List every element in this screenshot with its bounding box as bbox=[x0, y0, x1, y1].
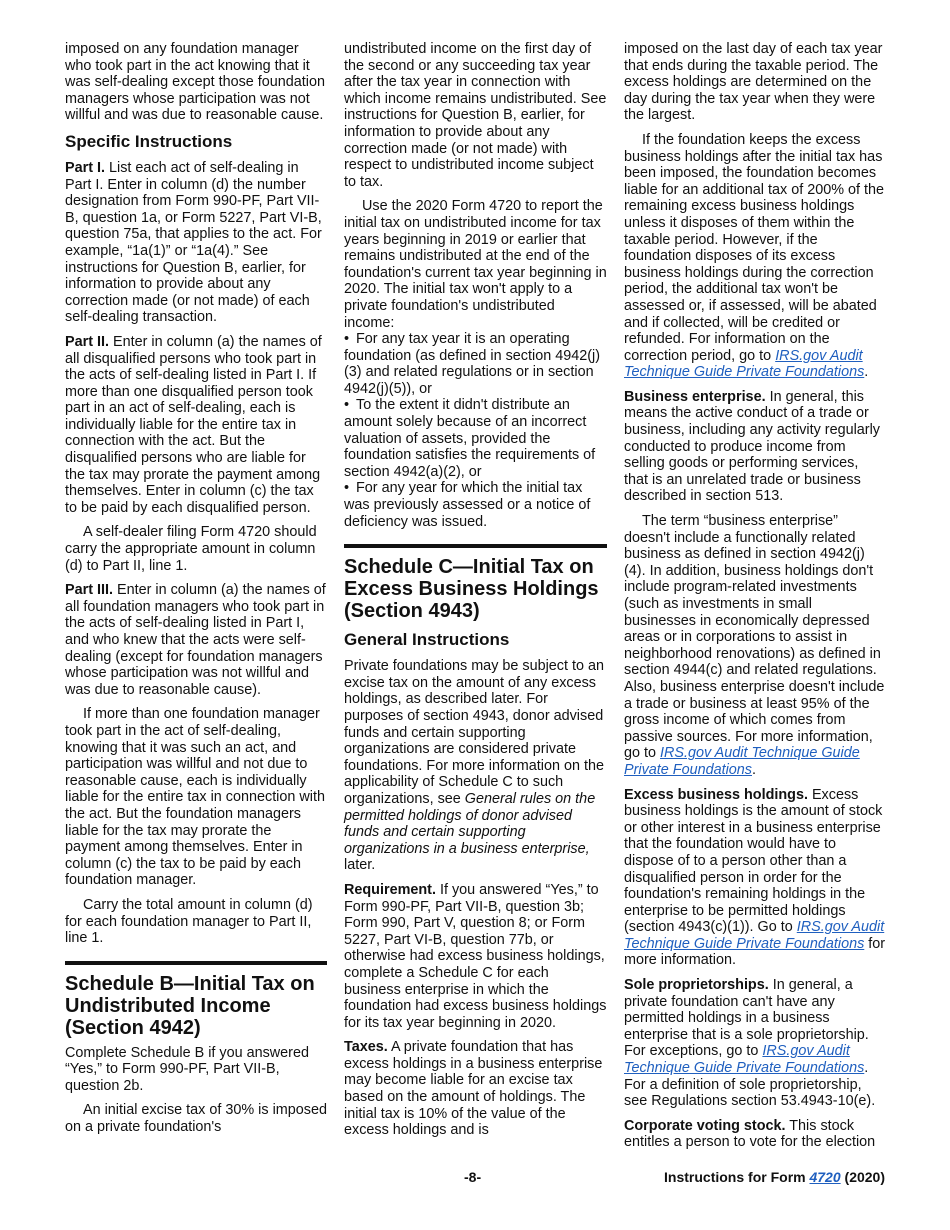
part-3-text: Enter in column (a) the names of all foundation managers who took part in the acts of self-dealing listed in Part I, and who knew that the acts were self-dealing (except for foundation managers whose participation was not willful and was due to reasonable cause). bbox=[65, 582, 326, 698]
page-number: -8- bbox=[464, 1169, 482, 1185]
general-text-end: later. bbox=[344, 857, 376, 874]
business-enterprise-lead: Business enterprise. bbox=[624, 388, 766, 405]
bullet-text: For any year for which the initial tax was previously assessed or a notice of deficiency was issued. bbox=[344, 480, 591, 530]
general-italic-ref: General rules on the permitted holdings of donor advised funds and certain supporting organizations in a business enterprise, bbox=[344, 790, 596, 857]
requirement-lead: Requirement. bbox=[344, 881, 436, 898]
paragraph: Complete Schedule B if you answered “Yes,” to Form 990-PF, Part VII-B, question 2b. bbox=[65, 1044, 309, 1094]
paragraph: An initial excise tax of 30% is imposed on a private foundation's bbox=[65, 1102, 327, 1136]
taxes-text: A private foundation that has excess holdings in a business enterprise may become liable for an excise tax based on the amount of holdings. The initial tax is 10% of the value of the excess holdings and is bbox=[344, 1039, 603, 1139]
bullet-text: For any tax year it is an operating foundation (as defined in section 4942(j)(3) and related regulations or in section 4942(j)(5)), or bbox=[344, 331, 601, 397]
paragraph: undistributed income on the first day of the second or any succeeding tax year after the tax year in connection with which income remains undistributed. See instructions for Question B, earlier, for information to provide about any correction made (or not made) with respect to undistributed income subject to tax. bbox=[344, 41, 607, 190]
irs-audit-guide-link[interactable]: IRS.gov Audit Technique Guide Private Foundations bbox=[624, 347, 865, 381]
paragraph: Use the 2020 Form 4720 to report the initial tax on undistributed income for tax years beginning in 2019 or earlier that remains undistributed at the end of the foundation's current tax year beginning in 2020. The initial tax won't apply to a private foundation's undistributed income: bbox=[344, 198, 607, 331]
irs-audit-guide-link[interactable]: IRS.gov Audit Technique Guide Private Foundations bbox=[624, 919, 885, 952]
section-rule bbox=[344, 544, 607, 548]
paragraph-requirement bbox=[344, 882, 607, 1031]
paragraph: imposed on the last day of each tax year that ends during the taxable period. The excess holdings are determined on the day during the tax year when they were the largest. bbox=[624, 41, 883, 124]
paragraph: Carry the total amount in column (d) for each foundation manager to Part II, line 1. bbox=[65, 896, 313, 947]
bullet-icon: • bbox=[344, 480, 350, 497]
column-3 bbox=[624, 41, 886, 1159]
section-rule bbox=[65, 961, 327, 965]
part-2-lead: Part II. bbox=[65, 333, 109, 350]
irs-audit-guide-link[interactable]: IRS.gov Audit Technique Guide Private Foundations bbox=[624, 1043, 865, 1077]
corporate-voting-stock-lead: Corporate voting stock. bbox=[624, 1117, 786, 1134]
paragraph-business-enterprise bbox=[624, 389, 886, 505]
paragraph: imposed on any foundation manager who took part in the act knowing that it was self-dealing except those foundation managers whose participation was not willful and was due to reasonable cause. bbox=[65, 41, 326, 124]
requirement-text: If you answered “Yes,” to Form 990-PF, Part VII-B, question 3b; Form 990, Part V, question 8; or Form 5227, Part VI-B, question 77b, or otherwise had excess business holdings, complete a Schedule C for each business enterprise in which the foundation had excess business holdings for its tax year beginning in 2020. bbox=[344, 881, 607, 1031]
specific-instructions-heading: Specific Instructions bbox=[65, 131, 233, 151]
footer-prefix: Instructions for Form bbox=[664, 1169, 810, 1185]
paragraph-sole-proprietorships bbox=[624, 977, 886, 1110]
paragraph-part-3 bbox=[65, 582, 327, 698]
bullet-item bbox=[344, 480, 607, 530]
paragraph bbox=[624, 132, 886, 381]
period: . bbox=[864, 364, 869, 381]
paragraph-part-2 bbox=[65, 334, 327, 517]
business-enterprise-text: In general, this means the active conduct of a trade or business, including any activity regularly conducted to produce income from selling goods or performing services, that is an unrelated trade or business described in section 513. bbox=[624, 388, 880, 505]
paragraph-text: The term “business enterprise” doesn't include a functionally related business as defined in section 4942(j)(4). In addition, business holdings don't include program-related investments (such as investments in small businesses in economically depressed areas or in corporations to assist in neighborhood renovations) as defined in section 4944(c) and related regulations. Also, business enterprise doesn't include a trade or business at least 95% of the gross income of which comes from passive sources. For more information, go to bbox=[624, 513, 885, 762]
bullet-text: To the extent it didn't distribute an amount solely because of an incorrect valuation of assets, provided the foundation satisfies the requirements of section 4942(a)(2), or bbox=[344, 397, 596, 480]
form-4720-link[interactable]: 4720 bbox=[809, 1169, 841, 1185]
bullet-item bbox=[344, 331, 607, 397]
paragraph bbox=[624, 513, 886, 779]
irs-audit-guide-link[interactable]: IRS.gov Audit Technique Guide Private Foundations bbox=[624, 745, 860, 778]
paragraph: A self-dealer filing Form 4720 should carry the appropriate amount in column (d) to Part II, line 1. bbox=[65, 524, 317, 574]
paragraph: If more than one foundation manager took part in the act of self-dealing, knowing that it was such an act, and participation was willful and not due to reasonable cause, each is individually liable for the entire tax in connection with the act. But the foundation managers liable for the tax may prorate the payment among themselves. Enter in column (c) the tax to be paid by each foundation manager. bbox=[65, 706, 325, 889]
schedule-b-heading: Schedule B—Initial Tax on Undistributed Income (Section 4942) bbox=[65, 972, 315, 1039]
paragraph-taxes bbox=[344, 1039, 607, 1139]
paragraph-excess-business-holdings bbox=[624, 787, 886, 970]
excess-holdings-end: for more information. bbox=[624, 935, 886, 969]
general-instructions-heading: General Instructions bbox=[344, 630, 510, 650]
schedule-c-heading: Schedule C—Initial Tax on Excess Business Holdings (Section 4943) bbox=[344, 556, 599, 623]
sole-proprietorships-end: . For a definition of sole proprietorship, see Regulations section 53.4943-10(e). bbox=[624, 1060, 876, 1110]
part-3-lead: Part III. bbox=[65, 582, 113, 599]
paragraph-corporate-voting-stock bbox=[624, 1118, 886, 1151]
bullet-icon: • bbox=[344, 331, 350, 348]
excess-holdings-text: Excess business holdings is the amount of stock or other interest in a business enterprise that the foundation would have to dispose of to a person other than a disqualified person in order for the foundation's remaining holdings in the enterprise to be permitted holdings (section 4943(c)(1)). Go to bbox=[624, 786, 883, 936]
corporate-voting-stock-text: This stock entitles a person to vote for the election bbox=[624, 1117, 876, 1151]
page-footer bbox=[0, 1169, 950, 1187]
part-1-lead: Part I. bbox=[65, 159, 105, 176]
bullet-icon: • bbox=[344, 397, 350, 414]
footer-suffix: (2020) bbox=[840, 1169, 885, 1185]
period: . bbox=[752, 761, 756, 778]
part-2-text: Enter in column (a) the names of all disqualified persons who took part in the acts of self-dealing listed in Part I. If more than one disqualified person took part in an act of self-dealing, each is individually liable for the entire tax in connection with the act. But the disqualified persons who are liable for the tax may prorate the payment among themselves. Enter in column (c) the tax to be paid by each disqualified person. bbox=[65, 333, 322, 516]
paragraph-text: If the foundation keeps the excess business holdings after the initial tax has been imposed, the foundation becomes liable for an additional tax of 200% of the remaining excess business holdings unless it disposes of them within the taxable period. However, if the foundation disposes of its excess business holdings during the correction period, the additional tax won't be assessed or, if assessed, will be abated and if collected, will be credited or refunded. For information on the correction period, go to bbox=[624, 131, 885, 364]
sole-proprietorships-lead: Sole proprietorships. bbox=[624, 977, 769, 994]
excess-holdings-lead: Excess business holdings. bbox=[624, 786, 808, 803]
taxes-lead: Taxes. bbox=[344, 1039, 388, 1056]
bullet-item bbox=[344, 397, 607, 480]
general-text: Private foundations may be subject to an excise tax on the amount of any excess holdings, as described later. For purposes of section 4943, donor advised funds and certain supporting organizations are considered private foundations. For more information on the applicability of Schedule C to such organizations, see bbox=[344, 658, 604, 807]
column-2 bbox=[344, 41, 607, 1147]
footer-title bbox=[664, 1169, 885, 1185]
part-1-text: List each act of self-dealing in Part I. Enter in column (d) the number designation from Form 990-PF, Part VII-B, question 1a, or Form 5227, Part VI-B, question 75a, that applies to the act. For example, “1a(1)” or “1a(4).” See instructions for Question B, earlier, for information to provide about any correction made (or not made) of each self-dealing transaction. bbox=[65, 159, 322, 326]
column-1 bbox=[65, 41, 327, 1144]
paragraph-part-1 bbox=[65, 160, 327, 326]
paragraph bbox=[344, 658, 607, 874]
sole-proprietorships-text: In general, a private foundation can't have any permitted holdings in a business enterprise that is a sole proprietorship. For exceptions, go to bbox=[624, 977, 869, 1060]
